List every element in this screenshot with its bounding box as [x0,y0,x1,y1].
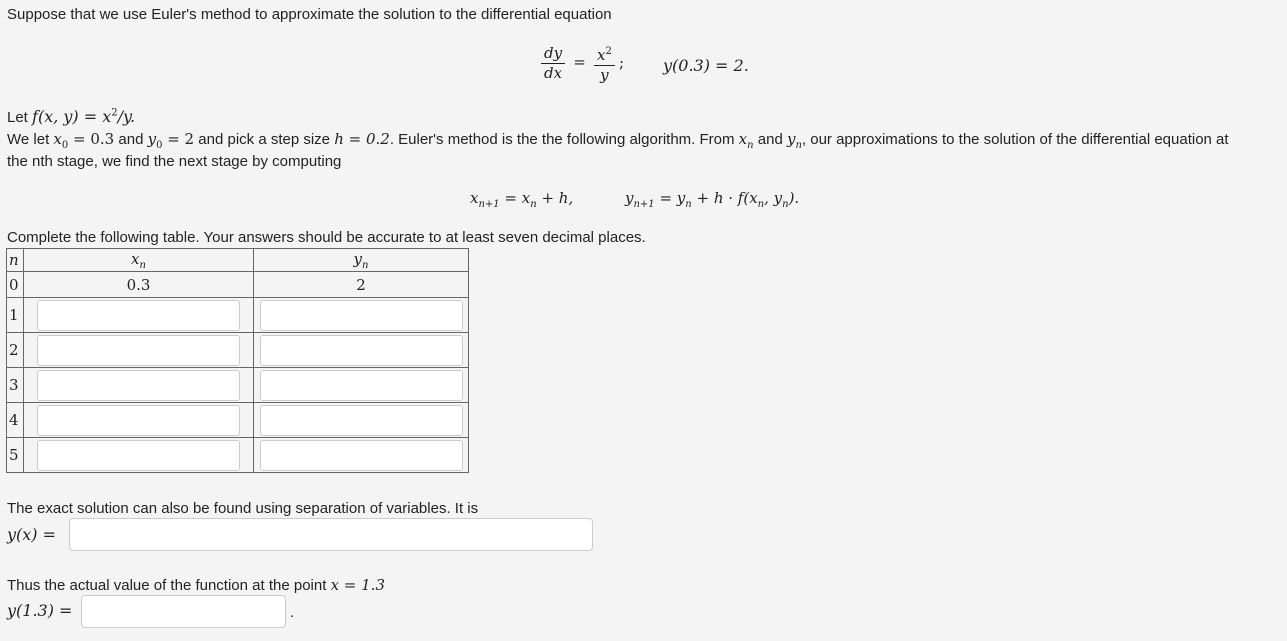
table-instruction: Complete the following table. Your answers should be accurate to at least seven decimal places. [7,229,646,246]
row-n: 0 [7,272,24,298]
actual-value-text [7,576,385,594]
semicolon: ; [619,53,625,72]
ode-equation [541,42,624,85]
header-x-sub: n [139,259,146,271]
x-mid: = x [499,189,531,207]
y-lhs: y [625,189,634,207]
point-value: x = 1.3 [330,576,385,594]
y-tail2-sub: n [782,199,789,210]
x5-input[interactable] [37,440,240,471]
header-y-sub: n [362,259,369,271]
x-var: x [597,46,606,64]
table-row [7,368,469,403]
x3-input[interactable] [37,370,240,401]
actual-prefix: Thus the actual value of the function at the point [7,577,331,594]
y4-input[interactable] [260,405,463,436]
y3-input[interactable] [260,370,463,401]
x-mid-sub: n [530,199,537,210]
header-yn [254,249,469,272]
y0-eq: = 2 [162,130,195,148]
y-tail1-sub: n [757,199,765,210]
y0-sub: 0 [156,140,163,151]
yn-var: y [786,130,796,148]
y1-input[interactable] [260,300,463,331]
step-size: h = 0.2 [334,130,390,148]
setup-part4: . Euler's method is the the following algorithm. From [389,131,739,148]
x-lhs-sub: n+1 [478,199,500,210]
x-update-formula [470,189,573,210]
y-mid-sub: n [685,199,692,210]
header-n: n [7,249,24,272]
x0-sub: 0 [61,140,69,151]
setup-line-2: the nth stage, we find the next stage by computing [7,153,342,170]
x0-var: x [53,130,62,148]
x0-eq: = 0.3 [68,130,115,148]
table-header-row [7,249,469,272]
setup-part2: and [114,131,148,148]
yn-sub: n [795,140,802,151]
f-tail: /y. [117,107,136,126]
actual-value-input[interactable] [81,595,286,628]
x4-input[interactable] [37,405,240,436]
row-x-value: 0.3 [24,272,254,298]
xn-sub: n [747,140,754,151]
f-exponent: 2 [111,107,118,119]
equals: = [573,53,586,72]
x-tail: + h, [536,189,574,207]
x2-over-y-fraction [594,42,615,85]
y0-var: y [147,130,157,148]
exponent: 2 [605,46,612,57]
let-prefix: Let [7,109,33,126]
row-n: 3 [7,368,24,403]
y-tail1: + h · f(x [691,189,758,207]
x1-input[interactable] [37,300,240,331]
y-var: y [600,66,609,84]
setup-part6: , our approximations to the solution of the differential equation at [801,131,1229,148]
let-f-line [7,107,135,126]
intro-text: Suppose that we use Euler's method to approximate the solution to the differential equation [7,6,612,23]
y-tail3: ). [788,189,800,207]
row-n: 5 [7,438,24,473]
row-n: 1 [7,298,24,333]
setup-line-1 [7,130,1229,151]
xn-var: x [738,130,748,148]
header-y-var: y [353,249,363,268]
y-lhs-sub: n+1 [633,199,655,210]
y-mid: = y [654,189,686,207]
y-tail2: , y [764,189,783,207]
dx: dx [544,64,563,82]
header-xn [24,249,254,272]
y5-input[interactable] [260,440,463,471]
table-row [7,333,469,368]
row-n: 2 [7,333,24,368]
y2-input[interactable] [260,335,463,366]
actual-value-label: y(1.3) = [7,601,73,620]
setup-part1: We let [7,131,54,148]
header-x-var: x [131,249,140,268]
x-lhs: x [470,189,479,207]
trailing-period: . [290,604,295,621]
dy: dy [541,44,565,64]
table-row [7,298,469,333]
table-row [7,403,469,438]
y-update-formula [625,189,799,210]
row-n: 4 [7,403,24,438]
setup-part5: and [753,131,787,148]
exact-solution-label: y(x) = [7,525,57,544]
exact-solution-text: The exact solution can also be found using separation of variables. It is [7,500,479,517]
row-y-value: 2 [254,272,469,298]
table-row [7,438,469,473]
x2-input[interactable] [37,335,240,366]
dy-dx-fraction [541,44,565,83]
initial-condition: y(0.3) = 2. [663,56,749,75]
table-row [7,272,469,298]
f-formula: f(x, y) = x [32,107,112,126]
euler-table [6,248,469,473]
exact-solution-input[interactable] [69,518,593,551]
setup-part3: and pick a step size [194,131,335,148]
